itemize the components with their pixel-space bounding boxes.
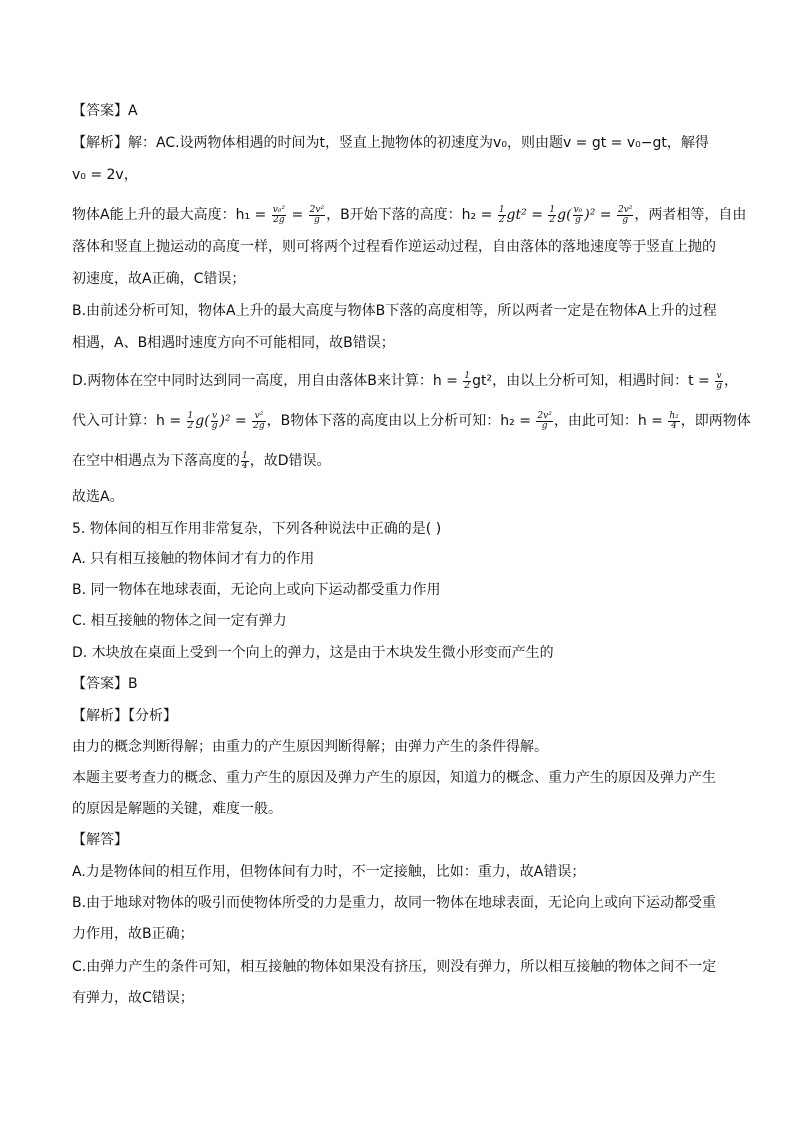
fraction-h2: $\frac{\text{2v²}}{g}$ (537, 410, 552, 431)
text-segment: ，B物体下落的高度由以上分析可知：h₂ = (266, 413, 536, 429)
analysis-summary-2: 本题主要考查力的概念、重力产生的原因及弹力产生的原因，知道力的概念、重力产生的原因及弹力产生 (72, 770, 716, 786)
fraction-t: $\frac{v}{g}$ (716, 370, 722, 391)
fraction-quarter: $\frac{1}{4}$ (242, 450, 248, 471)
analysis-line-9: 代入可计算：h = $\frac{1}{2}$ g( $\frac{v}{g}$ )² = $\frac{\text{v²}}{2g}$ ，B物体下落的高度由以上分析可知：h₂ = $\frac{\text{2v²}}{g}$ ，由此可知：h = $\frac{\text{h₂}}{4}$ ，即两物体 (72, 410, 751, 431)
option-c: C. 相互接触的物体之间一定有弹力 (72, 613, 287, 629)
text-segment: 物体A能上升的最大高度：h₁ = (72, 207, 271, 223)
text-segment: gt²，由以上分析可知，相遇时间：t = (472, 373, 715, 389)
fraction-half: $\frac{1}{2}$ (187, 410, 194, 431)
text-segment: ， (723, 373, 738, 389)
analysis-line-3: 物体A能上升的最大高度：h₁ = $\frac{\text{v₀²}}{2g}$ = $\frac{\text{2v²}}{g}$ ，B开始下落的高度：h₂ = $\frac{1}{2}$ gt² = $\frac{1}{2}$ g( $\frac{\text{v₀}}{g}$ )² = $\frac{\text{2v²}}{g}$ ，两者相等，自由 (72, 204, 747, 225)
analysis-line-7: 相遇，A、B相遇时速度方向不可能相同，故B错误； (72, 335, 395, 351)
text-segment: ，即两物体 (680, 413, 751, 429)
analysis-line-6: B.由前述分析可知，物体A上升的最大高度与物体B下落的高度相等，所以两者一定是在物体A上升的过程 (72, 303, 717, 319)
answer-label-2: 【答案】B (72, 676, 138, 692)
analysis-label: 【解析】【分析】 (72, 708, 177, 724)
text-segment: 代入可计算：h = (72, 413, 186, 429)
text-segment: 在空中相遇点为下落高度的 (72, 453, 240, 469)
solution-b: B.由于地球对物体的吸引而使物体所受的力是重力，故同一物体在地球表面，无论向上或向下运动都受重 (72, 895, 717, 911)
analysis-summary: 由力的概念判断得解；由重力的产生原因判断得解；由弹力产生的条件得解。 (72, 739, 548, 755)
analysis-line-5: 初速度，故A正确，C错误； (72, 271, 246, 287)
fraction-h2-result: $\frac{\text{2v²}}{g}$ (617, 204, 633, 225)
conclusion-line: 故选A。 (72, 489, 124, 505)
solution-a: A.力是物体间的相互作用，但物体间有力时，不一定接触，比如：重力，故A错误； (72, 864, 586, 880)
text-segment: ，故D错误。 (249, 453, 331, 469)
fraction-half: $\frac{1}{2}$ (498, 204, 505, 225)
text-segment: D.两物体在空中同时达到同一高度，用自由落体B来计算：h = (72, 373, 463, 389)
solution-label: 【解答】 (72, 832, 128, 848)
fraction-half: $\frac{1}{2}$ (464, 370, 471, 391)
analysis-line-8 (72, 370, 738, 391)
text-segment: ，由此可知：h = (553, 413, 668, 429)
fraction-v0-g: $\frac{\text{v₀}}{g}$ (573, 204, 583, 225)
option-a: A. 只有相互接触的物体间才有力的作用 (72, 551, 315, 567)
solution-c: C.由弹力产生的条件可知，相互接触的物体如果没有挤压，则没有弹力，所以相互接触的物体之间不一定 (72, 959, 717, 975)
fraction-h2-over-4: $\frac{\text{h₂}}{4}$ (669, 410, 679, 431)
text-segment: ，B开始下落的高度：h₂ = (326, 207, 497, 223)
question-5-stem: 5. 物体间的相互作用非常复杂，下列各种说法中正确的是( ) (72, 521, 442, 537)
fraction-h1: $\frac{\text{v₀²}}{2g}$ (272, 204, 286, 225)
analysis-line-1: 【解析】解：AC.设两物体相遇的时间为t，竖直上抛物体的初速度为v₀，则由题v = gt = v₀−gt，解得 (72, 135, 709, 151)
analysis-line-10 (72, 451, 732, 471)
solution-b-2: 力作用，故B正确； (72, 926, 194, 942)
fraction-v2-2g: $\frac{\text{v²}}{2g}$ (253, 410, 265, 431)
option-b: B. 同一物体在地球表面，无论向上或向下运动都受重力作用 (72, 582, 441, 598)
fraction-half: $\frac{1}{2}$ (549, 204, 556, 225)
solution-c-2: 有弹力，故C错误； (72, 990, 194, 1006)
analysis-line-4: 落体和竖直上抛运动的高度一样，则可将两个过程看作逆运动过程，自由落体的落地速度等于竖直上抛的 (72, 239, 716, 255)
fraction-h1-result: $\frac{\text{2v²}}{g}$ (309, 204, 325, 225)
option-d: D. 木块放在桌面上受到一个向上的弹力，这是由于木块发生微小形变而产生的 (72, 645, 554, 661)
text-segment: ，两者相等，自由 (634, 207, 747, 223)
answer-label-1: 【答案】A (72, 103, 138, 119)
analysis-line-2: v₀ = 2v， (72, 167, 138, 183)
analysis-summary-3: 的原因是解题的关键，难度一般。 (72, 801, 282, 817)
fraction-v-g: $\frac{v}{g}$ (211, 410, 218, 431)
